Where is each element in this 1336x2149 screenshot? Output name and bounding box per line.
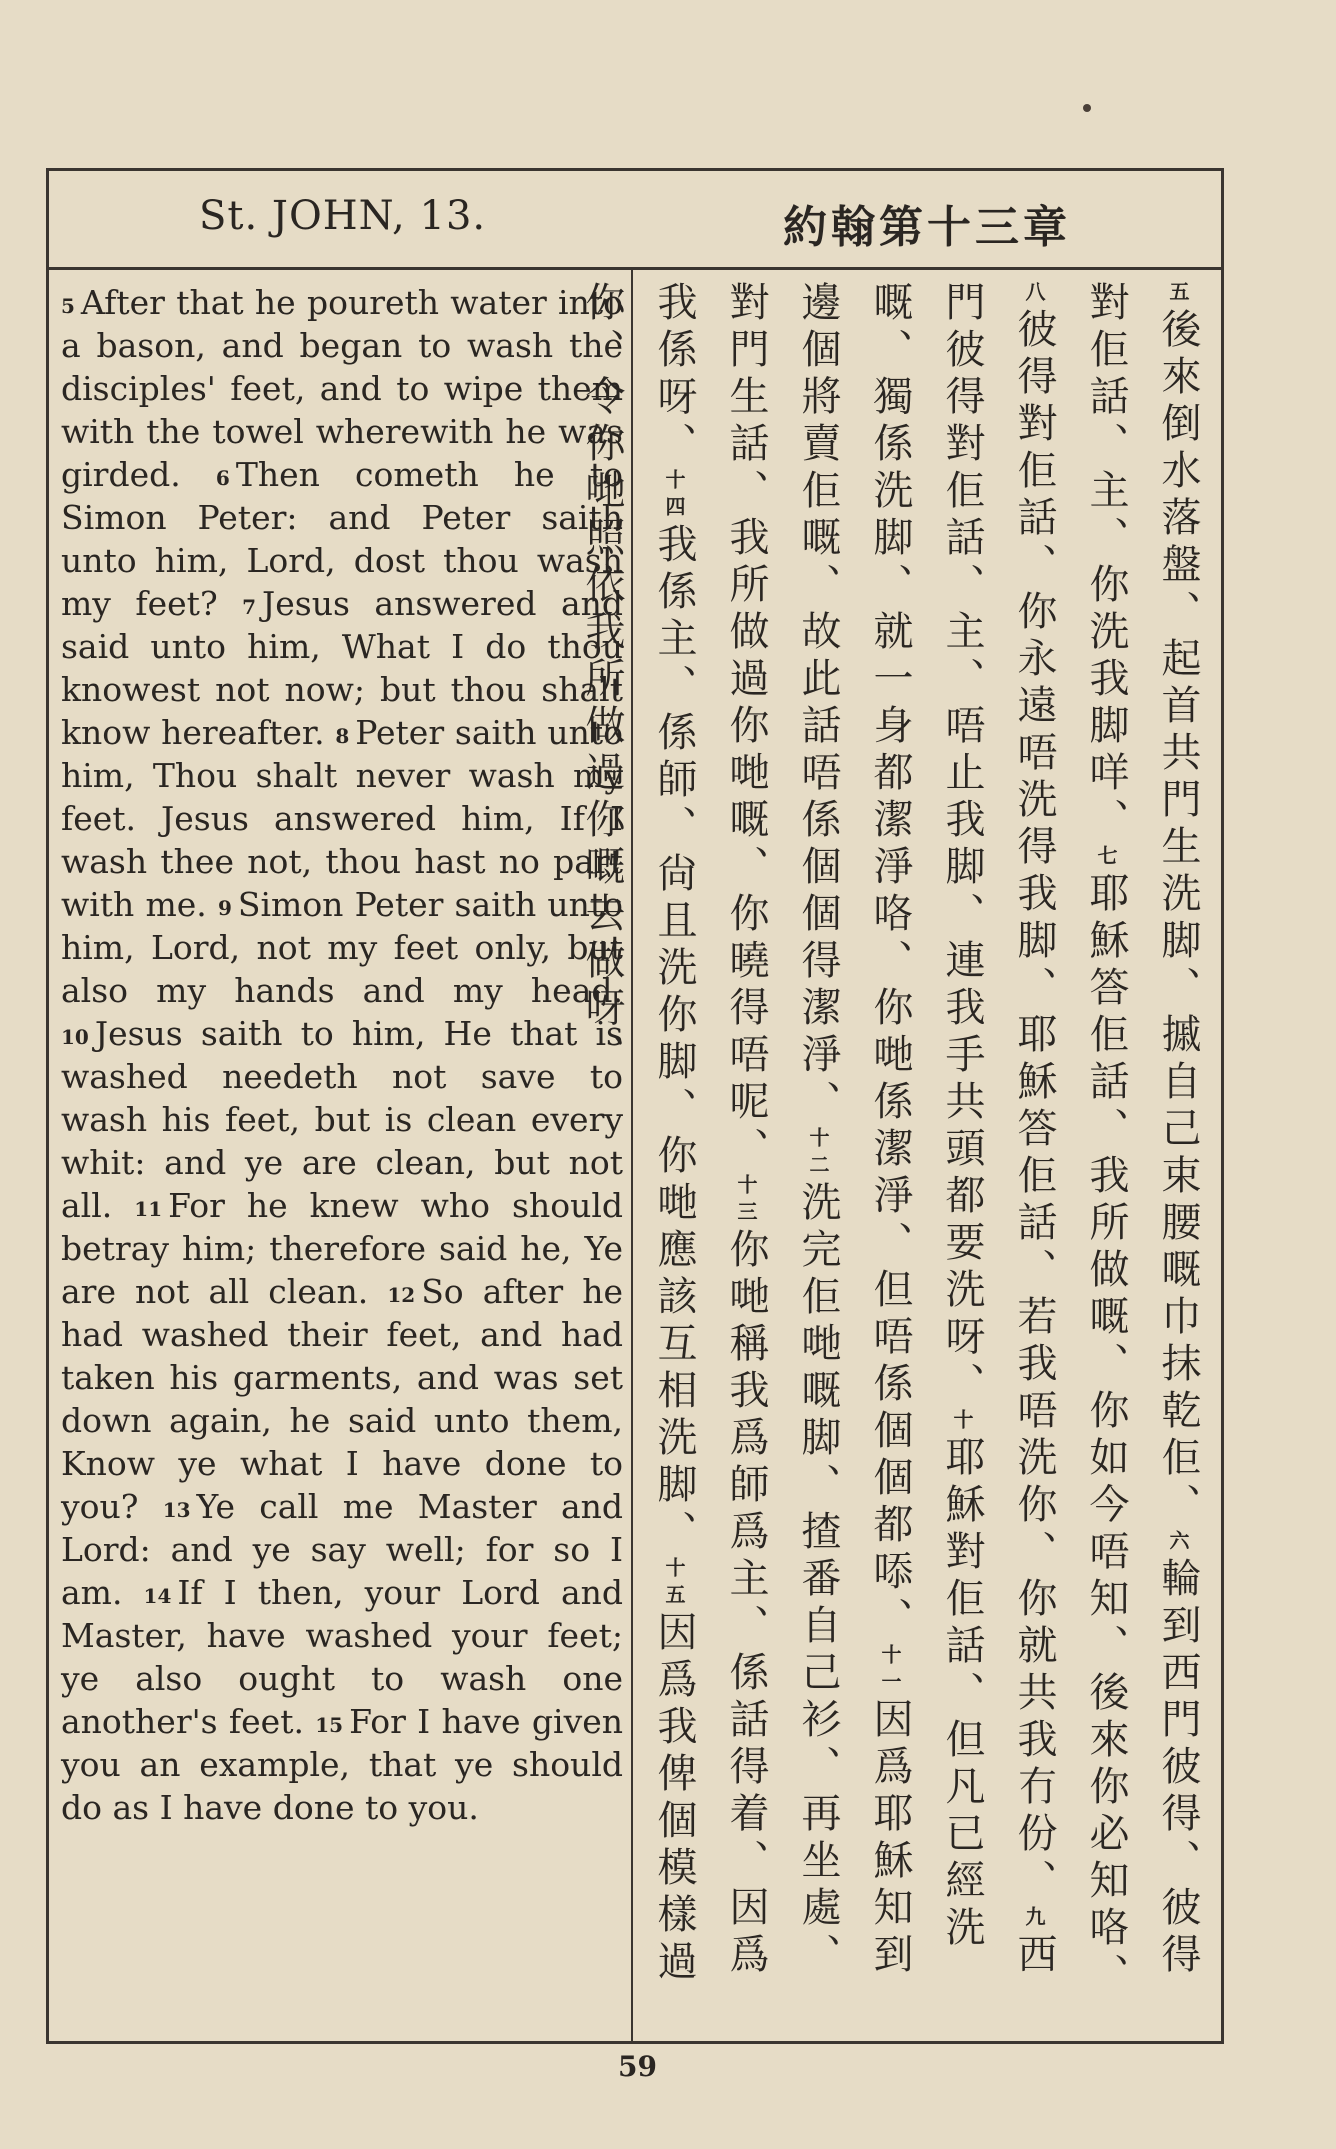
verse-number: 五 xyxy=(1166,281,1190,308)
verse-text: Peter saith unto him, Thou shalt never wash my feet. Jesus answered him, If I wash thee not, thou hast no part with me. xyxy=(61,713,623,924)
verse-number: 7 xyxy=(242,595,257,619)
verse-number: 十 xyxy=(950,1409,974,1436)
english-column xyxy=(61,281,623,1829)
verse-text: 洗完佢哋嘅脚、揸番自己衫、再坐處、對門生話、我所做過你哋嘅、你曉得唔呢、 xyxy=(723,281,841,1980)
verse-number: 10 xyxy=(61,1025,89,1049)
page-frame xyxy=(46,168,1224,2044)
verse-number: 九 xyxy=(1022,1906,1046,1933)
verse-text: 輪到西門彼得、彼得對佢話、主、你洗我脚咩、 xyxy=(1083,281,1201,1980)
verse-text: Ye call me Master and Lord: and ye say well; for so I am. xyxy=(61,1487,623,1612)
chinese-column xyxy=(579,281,1214,2001)
verse-number: 六 xyxy=(1166,1530,1190,1557)
verse-text: For he knew who should betray him; therefore said he, Ye are not all clean. xyxy=(61,1186,623,1311)
verse-text: Jesus saith to him, He that is washed needeth not save to wash his feet, but is clean every whit: and ye are clean, but not all. xyxy=(61,1014,623,1225)
verse-text: Jesus answered and said unto him, What I do thou knowest not now; but thou shalt know hereafter. xyxy=(61,584,623,752)
verse-text: After that he poureth water into a bason, and began to wash the disciples' feet, and to wipe them with the towel wherewith he was girded. xyxy=(61,283,623,494)
page-number: 59 xyxy=(618,2050,657,2083)
verse-number: 八 xyxy=(1022,281,1046,308)
header-title-chinese: 約翰第十三章 xyxy=(783,202,1071,253)
header-title-english: St. JOHN, 13. xyxy=(199,193,487,239)
verse-number: 七 xyxy=(1094,845,1118,872)
verse-number: 十三 xyxy=(734,1174,758,1228)
verse-number: 14 xyxy=(143,1584,172,1608)
verse-text: 你哋稱我爲師爲主、係話得着、因爲我係呀、 xyxy=(651,281,769,1980)
verse-text: So after he had washed their feet, and had taken his garments, and was set down again, he said unto them, Know ye what I have done to you? xyxy=(61,1272,623,1526)
verse-text: For I have given you an example, that ye should do as I have done to you. xyxy=(61,1702,623,1827)
verse-number: 11 xyxy=(134,1197,163,1221)
verse-text: 彼得對佢話、你永遠唔洗得我脚、耶穌答佢話、若我唔洗你、你就共我冇份、 xyxy=(1011,308,1057,1906)
verse-number: 12 xyxy=(387,1283,416,1307)
verse-number: 十二 xyxy=(806,1127,830,1181)
verse-number: 十五 xyxy=(662,1557,686,1611)
verse-text: If I then, your Lord and Master, have washed your feet; ye also ought to wash one another's feet. xyxy=(61,1573,623,1741)
verse-text: 耶穌對佢話、但凡已經洗嘅、獨係洗脚、就一身都潔淨咯、你哋係潔淨、但唔係個個都㖭、 xyxy=(867,281,985,1953)
verse-text: 因爲耶穌知到邊個將賣佢嘅、故此話唔係個個得潔淨、 xyxy=(795,281,913,1980)
verse-number: 6 xyxy=(215,466,230,490)
verse-text: Simon Peter saith unto him, Lord, not my feet only, but also my hands and my head. xyxy=(61,885,623,1010)
verse-text: 後來倒水落盤、起首共門生洗脚、摵自己束腰嘅巾抹乾佢、 xyxy=(1155,308,1201,1530)
ink-speck xyxy=(1083,104,1091,112)
verse-number: 十四 xyxy=(662,469,686,523)
verse-text: 耶穌答佢話、我所做嘅、你如今唔知、後來你必知咯、 xyxy=(1083,872,1129,2000)
running-header xyxy=(49,171,1221,270)
verse-number: 5 xyxy=(61,294,75,318)
english-text xyxy=(61,281,623,1829)
verse-text: Then cometh he to Simon Peter: and Peter saith unto him, Lord, dost thou wash my feet? xyxy=(61,455,623,623)
verse-text: 因爲我俾個模樣過你、令你哋照依我所做過你嘅去做呀、 xyxy=(579,281,697,1987)
verse-number: 8 xyxy=(335,724,350,748)
verse-number: 15 xyxy=(315,1713,344,1737)
verse-number: 13 xyxy=(162,1498,191,1522)
verse-text: 西門彼得對佢話、主、唔止我脚、連我手共頭都要洗呀、 xyxy=(939,281,1057,1980)
verse-number: 十一 xyxy=(878,1644,902,1698)
verse-number: 9 xyxy=(217,896,232,920)
verse-text: 我係主、係師、尙且洗你脚、你哋應該互相洗脚、 xyxy=(651,523,697,1557)
